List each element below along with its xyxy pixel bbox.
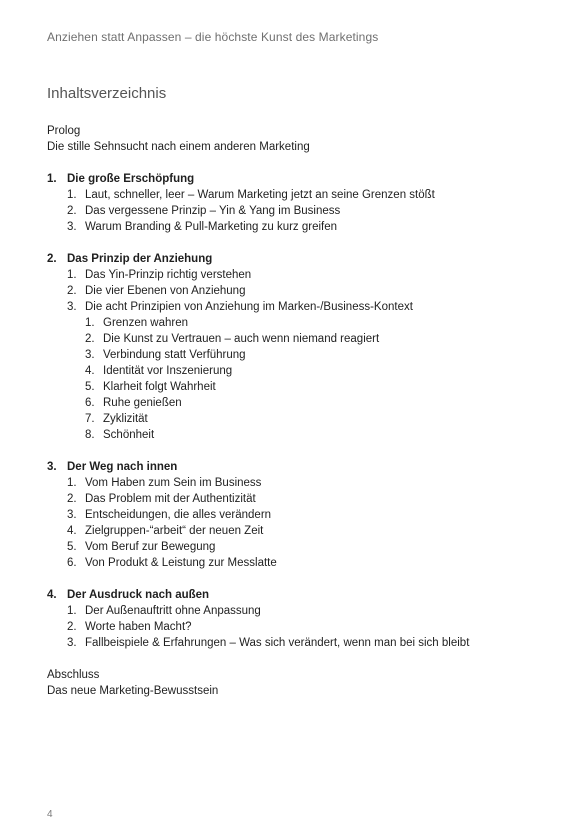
toc-entry [47, 507, 567, 523]
entry-title: Entscheidungen, die alles verändern [85, 509, 272, 521]
entry-number: 1. [67, 269, 77, 281]
subentry-title: Schönheit [103, 429, 155, 441]
subentry-title: Verbindung statt Verführung [103, 349, 246, 361]
chapter-number: 1. [47, 173, 57, 185]
subentry-title: Klarheit folgt Wahrheit [103, 381, 216, 393]
subentry-title: Identität vor Inszenierung [103, 365, 233, 377]
chapter-2-heading [47, 251, 567, 267]
toc-subentry [47, 427, 567, 443]
toc-subentry [47, 347, 567, 363]
subentry-title: Zyklizität [103, 413, 148, 425]
toc-title: Inhaltsverzeichnis [47, 85, 167, 102]
entry-number: 2. [67, 285, 77, 297]
chapter-number: 3. [47, 461, 57, 473]
entry-number: 3. [67, 637, 77, 649]
entry-number: 2. [67, 205, 77, 217]
entry-number: 6. [67, 557, 77, 569]
toc-subentry [47, 363, 567, 379]
entry-number: 1. [67, 189, 77, 201]
toc-entry [47, 603, 567, 619]
toc-entry [47, 523, 567, 539]
entry-number: 1. [67, 605, 77, 617]
entry-number: 2. [67, 493, 77, 505]
subentry-number: 1. [85, 317, 95, 329]
entry-title: Vom Beruf zur Bewegung [85, 541, 216, 553]
epilog-title: Das neue Marketing-Bewusstsein [47, 685, 219, 697]
subentry-number: 5. [85, 381, 95, 393]
entry-title: Das Problem mit der Authentizität [85, 493, 256, 505]
entry-title: Worte haben Macht? [85, 621, 192, 633]
subentry-number: 3. [85, 349, 95, 361]
entry-title: Fallbeispiele & Erfahrungen – Was sich verändert, wenn man bei sich bleibt [85, 637, 470, 649]
toc-entry [47, 219, 567, 235]
chapter-title: Der Weg nach innen [67, 461, 178, 473]
chapter-number: 4. [47, 589, 57, 601]
toc-entry [47, 539, 567, 555]
table-of-contents [47, 123, 567, 699]
entry-title: Zielgruppen-“arbeit“ der neuen Zeit [85, 525, 264, 537]
chapter-number: 2. [47, 253, 57, 265]
toc-entry [47, 635, 567, 651]
running-header: Anziehen statt Anpassen – die höchste Kunst des Marketings [47, 30, 379, 44]
page-number: 4 [47, 809, 53, 820]
chapter-title: Der Ausdruck nach außen [67, 589, 210, 601]
subentry-title: Die Kunst zu Vertrauen – auch wenn niemand reagiert [103, 333, 380, 345]
entry-number: 4. [67, 525, 77, 537]
prolog-title: Die stille Sehnsucht nach einem anderen Marketing [47, 141, 310, 153]
entry-number: 3. [67, 509, 77, 521]
subentry-title: Grenzen wahren [103, 317, 189, 329]
toc-subentry [47, 331, 567, 347]
prolog-label: Prolog [47, 125, 81, 137]
entry-title: Das vergessene Prinzip – Yin & Yang im Business [85, 205, 341, 217]
entry-title: Das Yin-Prinzip richtig verstehen [85, 269, 252, 281]
toc-entry [47, 619, 567, 635]
subentry-number: 7. [85, 413, 95, 425]
chapter-4-heading [47, 587, 567, 603]
toc-entry [47, 283, 567, 299]
entry-number: 3. [67, 221, 77, 233]
subentry-number: 6. [85, 397, 95, 409]
subentry-title: Ruhe genießen [103, 397, 182, 409]
entry-title: Vom Haben zum Sein im Business [85, 477, 262, 489]
entry-title: Die vier Ebenen von Anziehung [85, 285, 246, 297]
entry-title: Der Außenauftritt ohne Anpassung [85, 605, 261, 617]
toc-subentry [47, 379, 567, 395]
toc-subentry [47, 411, 567, 427]
subentry-number: 2. [85, 333, 95, 345]
entry-title: Von Produkt & Leistung zur Messlatte [85, 557, 277, 569]
toc-entry [47, 187, 567, 203]
entry-title: Laut, schneller, leer – Warum Marketing jetzt an seine Grenzen stößt [85, 189, 435, 201]
entry-number: 2. [67, 621, 77, 633]
subentry-number: 4. [85, 365, 95, 377]
toc-entry [47, 203, 567, 219]
toc-entry [47, 491, 567, 507]
toc-subentry [47, 315, 567, 331]
entry-title: Die acht Prinzipien von Anziehung im Marken-/Business-Kontext [85, 301, 413, 313]
toc-entry [47, 475, 567, 491]
toc-entry [47, 555, 567, 571]
entry-title: Warum Branding & Pull-Marketing zu kurz greifen [85, 221, 338, 233]
entry-number: 3. [67, 301, 77, 313]
chapter-title: Die große Erschöpfung [67, 173, 195, 185]
chapter-1-heading [47, 171, 567, 187]
toc-subentry [47, 395, 567, 411]
entry-number: 1. [67, 477, 77, 489]
chapter-title: Das Prinzip der Anziehung [67, 253, 213, 265]
toc-entry [47, 299, 567, 315]
entry-number: 5. [67, 541, 77, 553]
toc-entry [47, 267, 567, 283]
subentry-number: 8. [85, 429, 95, 441]
epilog-label: Abschluss [47, 669, 100, 681]
chapter-3-heading [47, 459, 567, 475]
